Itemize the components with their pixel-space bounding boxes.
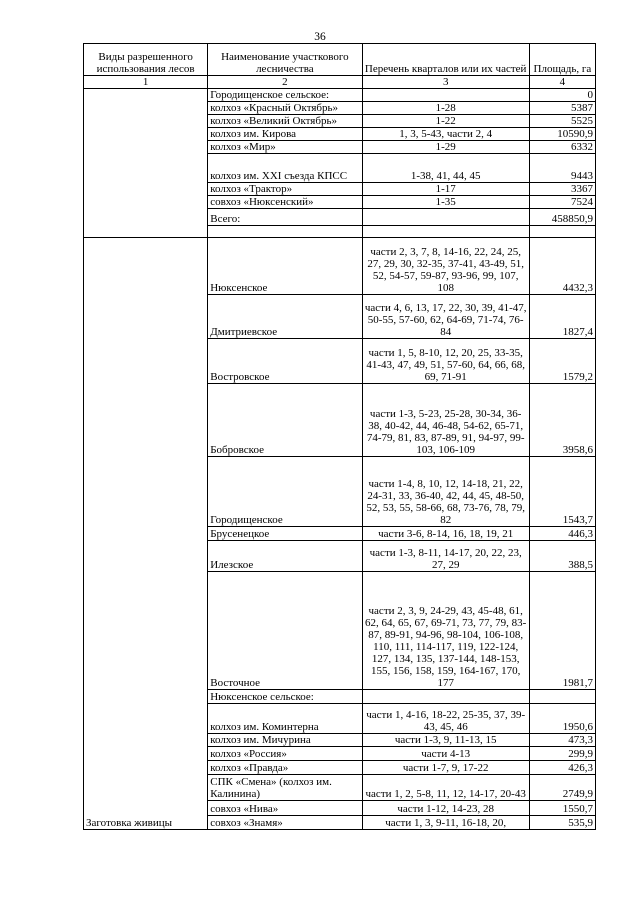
area-cell: 535,9 <box>529 816 595 830</box>
page-number: 36 <box>314 31 326 43</box>
header-quarters: Перечень кварталов или их частей <box>362 44 529 76</box>
area-cell: 7524 <box>529 196 595 209</box>
quarters-cell: части 1-4, 8, 10, 12, 14-18, 21, 22, 24-31, 33, 36-40, 42, 44, 45, 48-50, 52, 53, 55, 58-66, 68, 73-76, 78, 79, 82 <box>362 457 529 527</box>
header-use-type: Виды разрешенного использования лесов <box>84 44 208 76</box>
forestry-name-cell: Всего: <box>208 209 362 226</box>
column-number-row <box>84 76 596 89</box>
area-cell: 0 <box>529 89 595 102</box>
forestry-name-cell: Городищенское <box>208 457 362 527</box>
quarters-cell: части 4, 6, 13, 17, 22, 30, 39, 41-47, 50-55, 57-60, 62, 64-69, 71-74, 76-84 <box>362 295 529 339</box>
quarters-cell <box>362 690 529 704</box>
quarters-cell: части 1-3, 9, 11-13, 15 <box>362 734 529 747</box>
area-cell: 458850,9 <box>529 209 595 226</box>
header-area: Площадь, га <box>529 44 595 76</box>
quarters-cell: 1-17 <box>362 183 529 196</box>
forestry-name-cell: колхоз «Мир» <box>208 141 362 154</box>
area-cell: 6332 <box>529 141 595 154</box>
forestry-name-cell: колхоз «Красный Октябрь» <box>208 102 362 115</box>
forestry-name-cell: колхоз им. XXI съезда КПСС <box>208 154 362 183</box>
empty-cell <box>208 226 362 238</box>
area-cell: 1981,7 <box>529 572 595 690</box>
forestry-name-cell: Нюксенское <box>208 238 362 295</box>
forestry-name-cell: Городищенское сельское: <box>208 89 362 102</box>
quarters-cell: части 1-12, 14-23, 28 <box>362 801 529 816</box>
quarters-cell: части 4-13 <box>362 747 529 761</box>
forestry-name-cell: колхоз «Трактор» <box>208 183 362 196</box>
area-cell: 1550,7 <box>529 801 595 816</box>
area-cell: 388,5 <box>529 541 595 572</box>
quarters-cell: части 2, 3, 9, 24-29, 43, 45-48, 61, 62, 64, 65, 67, 69-71, 73, 77, 79, 83-87, 89-91, 94-96, 98-104, 106-108, 110, 111, 114-117, 119, 122-124, 127, 134, 135, 137-144, 148-153, 155, 156, 158, 159, 164-167, 170, 177 <box>362 572 529 690</box>
forestry-name-cell: колхоз им. Кирова <box>208 128 362 141</box>
quarters-cell: части 1, 3, 9-11, 16-18, 20, <box>362 816 529 830</box>
area-cell: 4432,3 <box>529 238 595 295</box>
forestry-name-cell: колхоз «Правда» <box>208 761 362 775</box>
area-cell: 2749,9 <box>529 775 595 801</box>
column-number: 4 <box>529 76 595 89</box>
quarters-cell <box>362 89 529 102</box>
quarters-cell: части 1-3, 5-23, 25-28, 30-34, 36-38, 40-42, 44, 46-48, 54-62, 65-71, 74-79, 81, 83, 87-89, 91, 94-97, 99-103, 106-109 <box>362 384 529 457</box>
forestry-name-cell: Дмитриевское <box>208 295 362 339</box>
area-cell: 426,3 <box>529 761 595 775</box>
use-type-cell: Заготовка живицы <box>84 238 208 830</box>
area-cell <box>529 690 595 704</box>
quarters-cell: 1-22 <box>362 115 529 128</box>
empty-cell <box>362 226 529 238</box>
area-cell: 299,9 <box>529 747 595 761</box>
forestry-name-cell: Восточное <box>208 572 362 690</box>
area-cell: 10590,9 <box>529 128 595 141</box>
area-cell: 1579,2 <box>529 339 595 384</box>
table-row <box>84 238 596 295</box>
area-cell: 5387 <box>529 102 595 115</box>
column-number: 2 <box>208 76 362 89</box>
quarters-cell: части 1, 5, 8-10, 12, 20, 25, 33-35, 41-43, 47, 49, 51, 57-60, 64, 66, 68, 69, 71-91 <box>362 339 529 384</box>
quarters-cell: 1-38, 41, 44, 45 <box>362 154 529 183</box>
header-row <box>84 44 596 76</box>
quarters-cell <box>362 209 529 226</box>
forestry-name-cell: колхоз «Великий Октябрь» <box>208 115 362 128</box>
forestry-name-cell: Илезское <box>208 541 362 572</box>
forestry-name-cell: СПК «Смена» (колхоз им. Калинина) <box>208 775 362 801</box>
column-number: 1 <box>84 76 208 89</box>
column-number: 3 <box>362 76 529 89</box>
forestry-name-cell: совхоз «Нюксенский» <box>208 196 362 209</box>
forestry-name-cell: совхоз «Нива» <box>208 801 362 816</box>
area-cell: 1827,4 <box>529 295 595 339</box>
area-cell: 5525 <box>529 115 595 128</box>
quarters-cell: 1, 3, 5-43, части 2, 4 <box>362 128 529 141</box>
forestry-name-cell: Востровское <box>208 339 362 384</box>
quarters-cell: 1-35 <box>362 196 529 209</box>
empty-cell <box>529 226 595 238</box>
area-cell: 473,3 <box>529 734 595 747</box>
quarters-cell: 1-28 <box>362 102 529 115</box>
quarters-cell: части 1-7, 9, 17-22 <box>362 761 529 775</box>
area-cell: 3367 <box>529 183 595 196</box>
area-cell: 9443 <box>529 154 595 183</box>
area-cell: 446,3 <box>529 527 595 541</box>
quarters-cell: 1-29 <box>362 141 529 154</box>
table-row <box>84 89 596 102</box>
forestry-name-cell: Брусенецкое <box>208 527 362 541</box>
forestry-name-cell: Нюксенское сельское: <box>208 690 362 704</box>
quarters-cell: части 1, 4-16, 18-22, 25-35, 37, 39-43, 45, 46 <box>362 704 529 734</box>
forestry-name-cell: колхоз им. Коминтерна <box>208 704 362 734</box>
forest-use-table <box>83 43 596 830</box>
quarters-cell: части 1, 2, 5-8, 11, 12, 14-17, 20-43 <box>362 775 529 801</box>
forestry-name-cell: Бобровское <box>208 384 362 457</box>
quarters-cell: части 3-6, 8-14, 16, 18, 19, 21 <box>362 527 529 541</box>
forestry-name-cell: колхоз им. Мичурина <box>208 734 362 747</box>
header-forestry-name: Наименование участкового лесничества <box>208 44 362 76</box>
use-type-cell <box>84 89 208 238</box>
forestry-name-cell: колхоз «Россия» <box>208 747 362 761</box>
area-cell: 1543,7 <box>529 457 595 527</box>
forestry-name-cell: совхоз «Знамя» <box>208 816 362 830</box>
quarters-cell: части 2, 3, 7, 8, 14-16, 22, 24, 25, 27, 29, 30, 32-35, 37-41, 43-49, 51, 52, 54-57, 59-87, 93-96, 99, 107, 108 <box>362 238 529 295</box>
quarters-cell: части 1-3, 8-11, 14-17, 20, 22, 23, 27, 29 <box>362 541 529 572</box>
area-cell: 1950,6 <box>529 704 595 734</box>
area-cell: 3958,6 <box>529 384 595 457</box>
table-body <box>84 44 596 830</box>
